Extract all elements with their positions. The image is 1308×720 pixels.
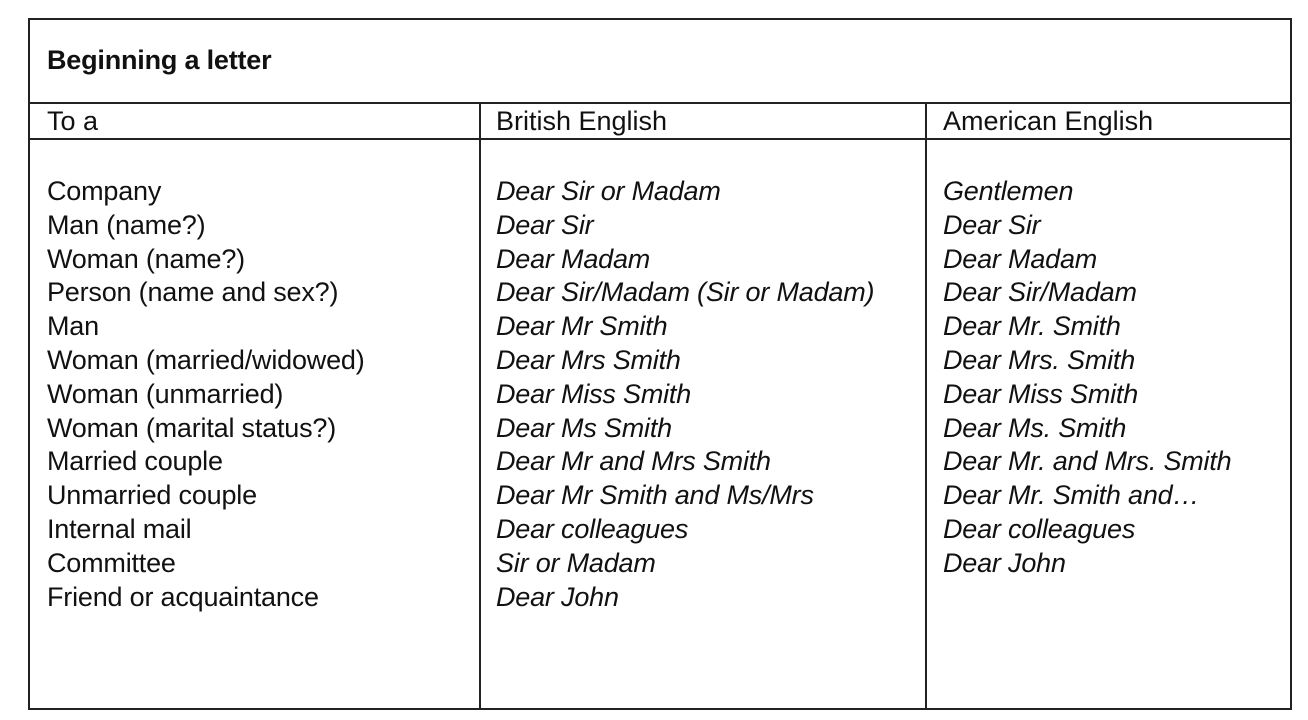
american-cell: Dear Madam: [943, 243, 1098, 274]
recipient-cell: Woman (married/widowed): [47, 344, 365, 375]
american-cell: Dear Mr. Smith: [943, 311, 1121, 342]
recipient-cell: Woman (unmarried): [47, 378, 284, 409]
recipient-cell: Friend or acquaintance: [47, 581, 319, 612]
american-cell: Dear Mr. Smith and…: [943, 480, 1200, 511]
british-column: [496, 175, 874, 614]
british-cell: Dear colleagues: [496, 513, 689, 544]
american-cell: Dear Sir/Madam: [943, 277, 1137, 308]
recipient-cell: Married couple: [47, 446, 223, 477]
british-cell: Sir or Madam: [496, 547, 656, 578]
british-cell: Dear Mr and Mrs Smith: [496, 446, 771, 477]
british-cell: Dear Miss Smith: [496, 378, 692, 409]
recipient-cell: Committee: [47, 547, 176, 578]
british-cell: Dear Sir or Madam: [496, 176, 721, 206]
header-row: [30, 104, 1290, 140]
header-american: American English: [943, 106, 1154, 136]
american-cell: Dear Ms. Smith: [943, 412, 1127, 443]
american-cell: Dear Miss Smith: [943, 378, 1139, 409]
recipient-column: [47, 175, 365, 614]
british-cell: Dear Sir: [496, 209, 594, 240]
british-cell: Dear Sir/Madam (Sir or Madam): [496, 277, 875, 308]
british-cell: Dear Mr Smith and Ms/Mrs: [496, 480, 814, 511]
letter-table: [28, 18, 1292, 710]
british-cell: Dear Madam: [496, 243, 651, 274]
american-cell: Dear John: [943, 547, 1066, 578]
british-cell: Dear John: [496, 581, 619, 612]
column-divider: [479, 104, 481, 708]
american-cell: Dear colleagues: [943, 513, 1136, 544]
recipient-cell: Internal mail: [47, 513, 192, 544]
recipient-cell: Woman (name?): [47, 243, 245, 274]
american-cell: Gentlemen: [943, 176, 1074, 206]
recipient-cell: Person (name and sex?): [47, 277, 339, 308]
american-cell: Dear Sir: [943, 209, 1041, 240]
american-column: [943, 175, 1231, 581]
british-cell: Dear Mrs Smith: [496, 344, 681, 375]
british-cell: Dear Mr Smith: [496, 311, 668, 342]
column-divider: [925, 104, 927, 708]
header-british: British English: [496, 106, 668, 136]
header-to: To a: [47, 106, 99, 136]
recipient-cell: Unmarried couple: [47, 480, 257, 511]
recipient-cell: Woman (marital status?): [47, 412, 336, 443]
recipient-cell: Man: [47, 311, 99, 342]
british-cell: Dear Ms Smith: [496, 412, 672, 443]
recipient-cell: Company: [47, 176, 162, 206]
table-title: Beginning a letter: [47, 45, 272, 75]
recipient-cell: Man (name?): [47, 209, 206, 240]
title-row: [30, 20, 1290, 104]
american-cell: Dear Mr. and Mrs. Smith: [943, 446, 1232, 477]
american-cell: Dear Mrs. Smith: [943, 344, 1136, 375]
